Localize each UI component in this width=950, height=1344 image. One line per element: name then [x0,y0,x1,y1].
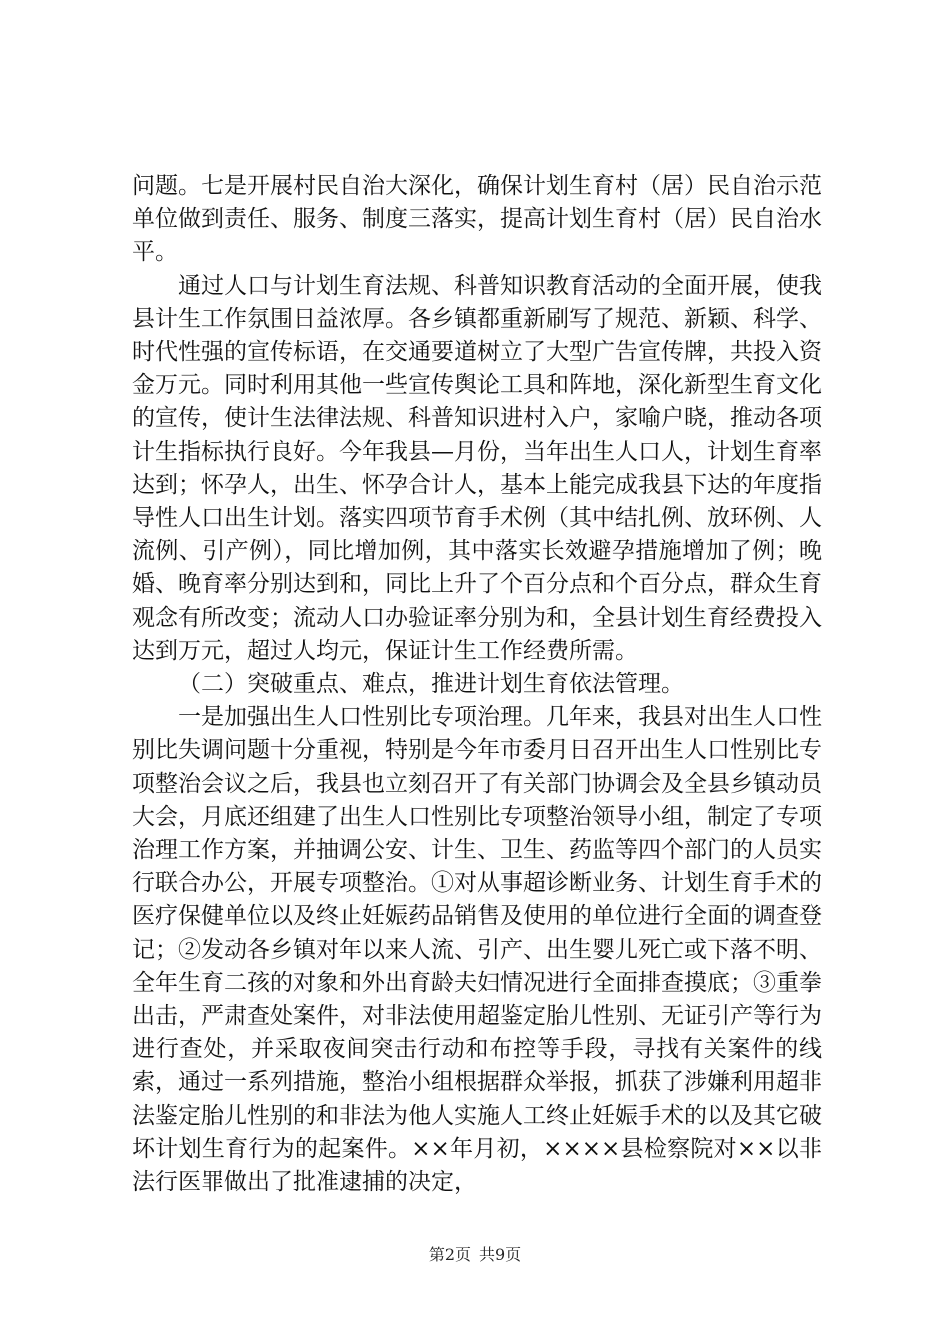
page-footer [0,1242,950,1265]
paragraph-2: 通过人口与计划生育法规、科普知识教育活动的全面开展，使我县计生工作氛围日益浓厚。各乡镇都重新刷写了规范、新颖、科学、时代性强的宣传标语，在交通要道树立了大型广告宣传牌，共投入资金万元。同时利用其他一些宣传舆论工具和阵地，深化新型生育文化的宣传，使计生法律法规、科普知识进村入户，家喻户晓，推动各项计生指标执行良好。今年我县—月份，当年出生人口人，计划生育率达到；怀孕人，出生、怀孕合计人，基本上能完成我县下达的年度指导性人口出生计划。落实四项节育手术例（其中结扎例、放环例、人流例、引产例），同比增加例，其中落实长效避孕措施增加了例；晚婚、晚育率分别达到和，同比上升了个百分点和个百分点，群众生育观念有所改变；流动人口办验证率分别为和，全县计划生育经费投入达到万元，超过人均元，保证计生工作经费所需。 [132,272,822,664]
page-number-current: 第2页 [428,1245,471,1264]
document-body [132,170,822,1199]
paragraph-1: 问题。七是开展村民自治大深化，确保计划生育村（居）民自治示范单位做到责任、服务、制度三落实，提高计划生育村（居）民自治水平。 [132,173,822,266]
paragraph-3: 一是加强出生人口性别比专项治理。几年来，我县对出生人口性别比失调问题十分重视，特别是今年市委月日召开出生人口性别比专项整治会议之后，我县也立刻召开了有关部门协调会及全县乡镇动员大会，月底还组建了出生人口性别比专项整治领导小组，制定了专项治理工作方案，并抽调公安、计生、卫生、药监等四个部门的人员实行联合办公，开展专项整治。①对从事超诊断业务、计划生育手术的医疗保健单位以及终止妊娠药品销售及使用的单位进行全面的调查登记；②发动各乡镇对年以来人流、引产、出生婴儿死亡或下落不明、全年生育二孩的对象和外出育龄夫妇情况进行全面排查摸底；③重拳出击，严肃查处案件，对非法使用超鉴定胎儿性别、无证引产等行为进行查处，并采取夜间突击行动和布控等手段，寻找有关案件的线索，通过一系列措施，整治小组根据群众举报，抓获了涉嫌利用超非法鉴定胎儿性别的和非法为他人实施人工终止妊娠手术的以及其它破坏计划生育行为的起案件。××年月初，××××县检察院对××以非法行医罪做出了批准逮捕的决定， [132,704,823,1196]
section-heading: （二）突破重点、难点，推进计划生育依法管理。 [178,671,684,698]
page-number-total: 共9页 [479,1245,522,1264]
